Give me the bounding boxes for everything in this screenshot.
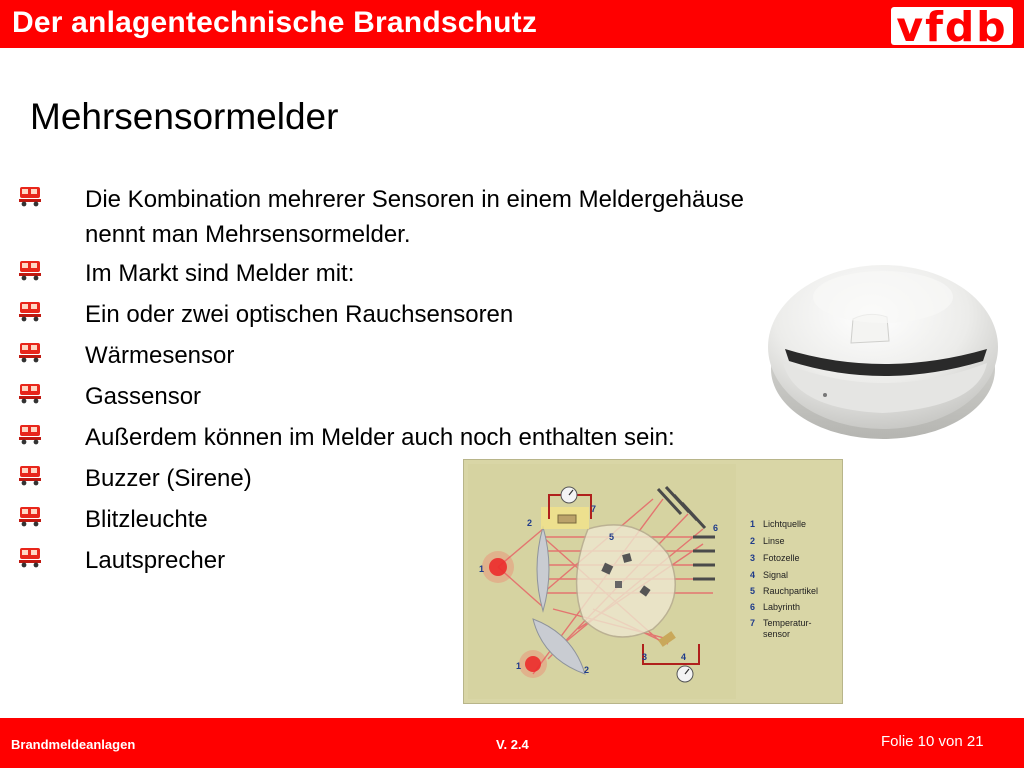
legend-num: 6: [750, 602, 756, 612]
fire-truck-bullet-icon: [18, 259, 42, 281]
optical-sensor-diagram: [463, 459, 843, 704]
header-title: Der anlagentechnische Brandschutz: [12, 6, 538, 39]
legend-num: 4: [750, 570, 756, 580]
legend-num: 1: [750, 519, 756, 529]
footer-bar: [0, 718, 1024, 768]
callout-lens-upper: 2: [527, 518, 533, 528]
legend-label: Lichtquelle: [763, 519, 807, 529]
legend-label: Signal: [763, 570, 789, 580]
footer-version: V. 2.4: [496, 737, 529, 752]
vfdb-logo: [891, 3, 1013, 51]
legend-num: 5: [750, 586, 756, 596]
callout-lens-lower: 2: [584, 665, 590, 675]
bullet-text: Blitzleuchte: [85, 506, 208, 533]
fire-truck-bullet-icon: [18, 341, 42, 363]
fire-truck-bullet-icon: [18, 300, 42, 322]
legend-num: 7: [750, 618, 756, 628]
legend-label: Labyrinth: [763, 602, 801, 612]
legend-label: Temperatur-: [763, 618, 812, 628]
callout-photocell: 3: [642, 652, 648, 662]
callout-light-source-upper: 1: [479, 564, 485, 574]
bullet-text: Wärmesensor: [85, 342, 235, 369]
bullet-text: Die Kombination mehrerer Sensoren in einem Meldergehäuse nennt man Mehrsensormelder.: [85, 186, 745, 248]
legend-label: Linse: [763, 536, 785, 546]
legend-num: 3: [750, 553, 756, 563]
bullet-text: Buzzer (Sirene): [85, 465, 252, 492]
bullet-text: Ein oder zwei optischen Rauchsensoren: [85, 301, 514, 328]
slide-title: Mehrsensormelder: [30, 96, 339, 137]
callout-signal: 4: [681, 652, 687, 662]
callout-temperature-sensor: 7: [591, 504, 597, 514]
header-bar: [0, 0, 1024, 51]
footer-page-number: Folie 10 von 21: [881, 733, 984, 750]
legend-label: Fotozelle: [763, 553, 800, 563]
fire-truck-bullet-icon: [18, 505, 42, 527]
callout-labyrinth: 6: [713, 523, 719, 533]
legend-label: Rauchpartikel: [763, 586, 819, 596]
callout-particles: 5: [609, 532, 615, 542]
bullet-text: Gassensor: [85, 383, 202, 410]
bullet-text: Außerdem können im Melder auch noch enthalten sein:: [85, 424, 675, 451]
legend-label-cont: sensor: [763, 629, 791, 639]
fire-truck-bullet-icon: [18, 464, 42, 486]
temperature-sensor: [558, 515, 576, 523]
callout-light-source-lower: 1: [516, 661, 522, 671]
bullet-text: Lautsprecher: [85, 547, 226, 574]
fire-truck-bullet-icon: [18, 382, 42, 404]
smoke-detector-photo: [765, 257, 1000, 447]
fire-truck-bullet-icon: [18, 423, 42, 445]
fire-truck-bullet-icon: [18, 546, 42, 568]
bullet-text: Im Markt sind Melder mit:: [85, 260, 355, 287]
logo-text: vfdb: [896, 3, 1008, 51]
footer-course: Brandmeldeanlagen: [11, 737, 136, 752]
legend-num: 2: [750, 536, 756, 546]
fire-truck-bullet-icon: [18, 185, 42, 207]
